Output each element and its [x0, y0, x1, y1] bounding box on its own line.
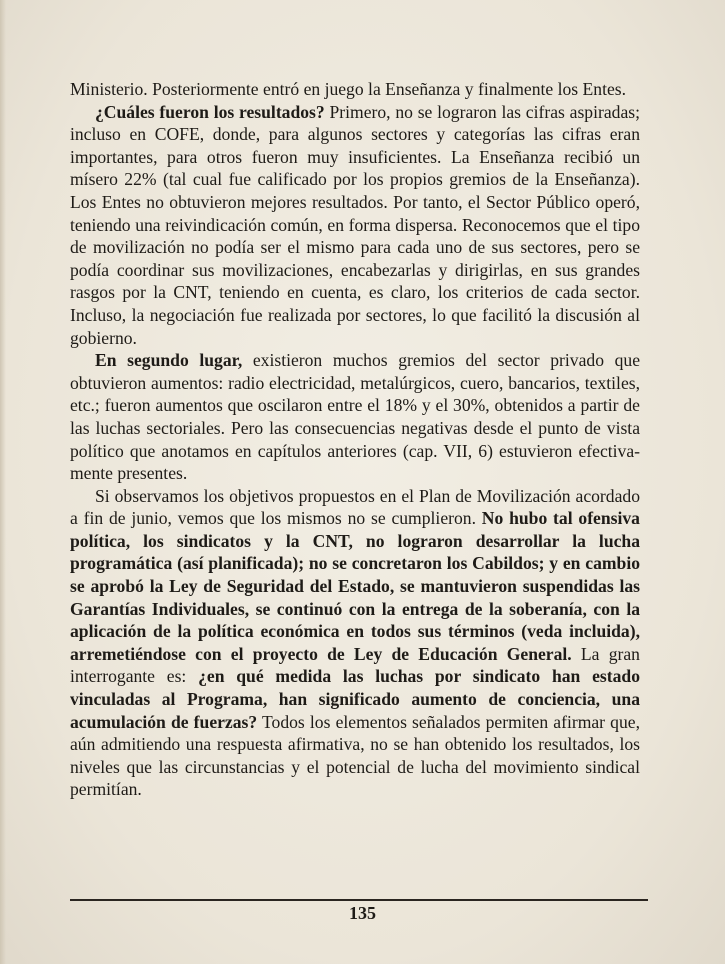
paragraph	[70, 485, 640, 801]
text-run: Primero, no se lograron las cifras aspiradas; incluso en COFE, donde, para algunos sectores y categorías las cifras eran importantes, para otros fueron muy insuficientes. La Enseñanza recibió un mísero 22% (tal cual fue calificado por los propios gremios de la Enseñanza). Los Entes no obtuvieron mejores resultados. Por tanto, el Sector Público operó, teniendo una reivindicación común, en forma dispersa. Reconocemos que el tipo de movilización no podía ser el mismo para cada uno de sus sectores, pero se podía coordinar sus movilizaciones, encabezarlas y dirigirlas, en sus grandes rasgos por la CNT, teniendo en cuenta, es claro, los criterios de cada sector. Incluso, la negociación fue realizada por sectores, lo que facilitó la discusión al gobierno.	[70, 101, 640, 348]
page-number: 135	[349, 903, 376, 923]
text-run: La gran interrogante es:	[70, 643, 640, 687]
bold-text-run: No hubo tal ofensiva política, los sindicatos y la CNT, no lograron desarrollar la lucha programática (así planificada); no se concretaron los Cabildos; y en cambio se aprobó la Ley de Seguridad del Estado, se mantuvieron suspendidas las Garantías Individuales, se continuó con la entrega de la soberanía, con la aplicación de la política económica en todos sus términos (veda incluida), arremetiéndose con el proyecto de Ley de Educación General.	[70, 508, 640, 664]
body-text	[70, 78, 640, 801]
bold-text-run: En segundo lugar,	[95, 350, 243, 371]
bold-text-run: ¿Cuáles fueron los resultados?	[95, 101, 325, 122]
text-run: Todos los elementos señalados permiten afirmar que, aún admitiendo una respuesta afirmativa, no se han obtenido los resultados, los niveles que las circunstancias y el potencial de lucha del movimiento sindical permitían.	[70, 711, 640, 800]
paragraph	[70, 101, 640, 350]
bold-text-run: ¿en qué medida las luchas por sindicato han estado vinculadas al Programa, han significado aumento de conciencia, una acumulación de fuerzas?	[70, 666, 640, 732]
paragraph	[70, 78, 640, 101]
page-spine-shadow	[0, 0, 6, 964]
text-run: Si observamos los objetivos propuestos en el Plan de Movilización acordado a fin de junio, vemos que los mismos no se cumplieron.	[70, 485, 640, 529]
text-run: existieron muchos gremios del sector privado que obtuvieron aumentos: radio electricidad, metalúrgicos, cuero, bancarios, textiles, etc.; fueron aumentos que oscilaron entre el 18% y el 30%, obtenidos a partir de las luchas sectoriales. Pero las consecuencias negativas desde el punto de vista político que anotamos en capítulos anteriores (cap. VII, 6) estuvieron efectivamente presentes.	[70, 350, 641, 484]
footer-rule	[70, 899, 648, 901]
text-run: Ministerio. Posteriormente entró en juego la Enseñanza y finalmente los Entes.	[70, 79, 627, 99]
paragraph	[70, 349, 640, 485]
